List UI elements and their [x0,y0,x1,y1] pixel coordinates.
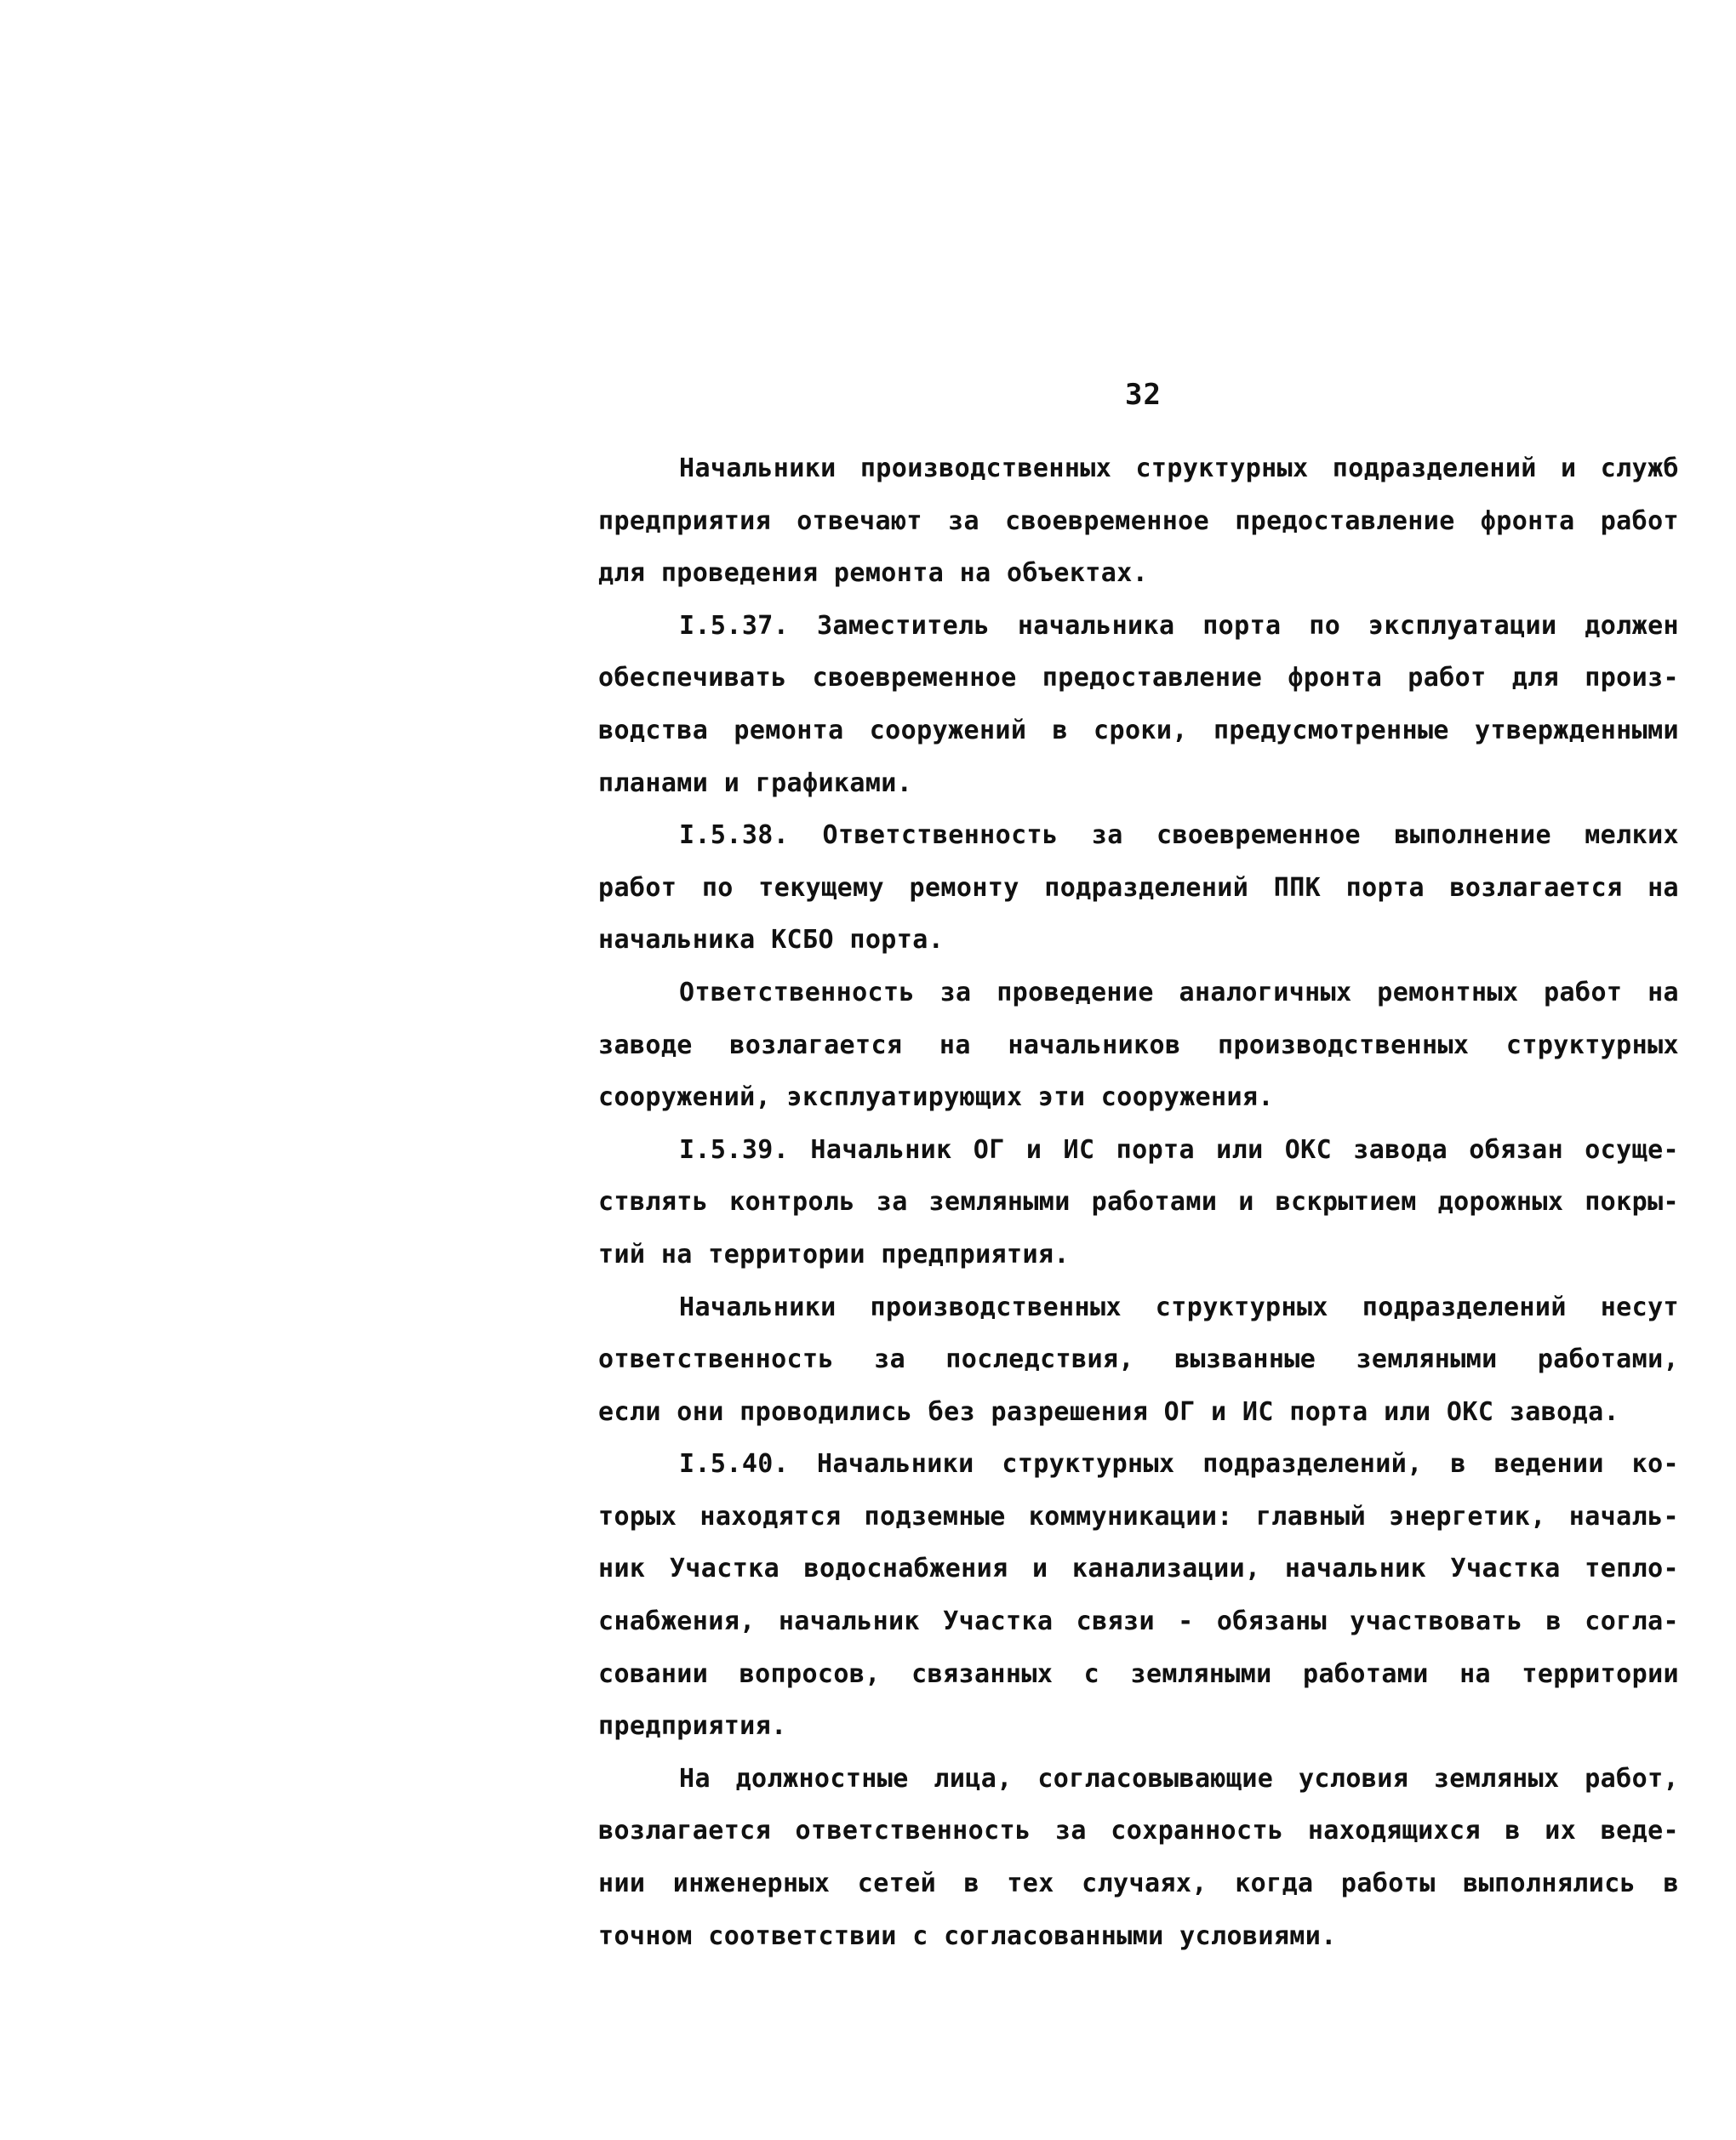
text-line: точном соответствии с согласованными условиями. [598,1920,1337,1951]
text-line: ник Участка водоснабжения и канализации, начальник Участка тепло- [598,1554,1679,1584]
text-line: торых находятся подземные коммуникации: главный энергетик, началь- [598,1501,1679,1532]
text-line: для проведения ремонта на объектах. [598,558,1149,589]
text-line: заводе возлагается на начальников производственных структурных [598,1030,1679,1060]
text-line: совании вопросов, связанных с земляными работами на территории [598,1658,1679,1689]
text-line: I.5.37. Заместитель начальника порта по эксплуатации должен [679,610,1679,641]
text-line: планами и графиками. [598,768,913,798]
text-line: ответственность за последствия, вызванные земляными работами, [598,1344,1679,1375]
text-line: сооружений, эксплуатирующих эти сооружения. [598,1082,1274,1113]
text-line: ствлять контроль за земляными работами и вскрытием дорожных покры- [598,1187,1679,1218]
text-line: работ по текущему ремонту подразделений ППК порта возлагается на [598,872,1679,903]
text-line: возлагается ответственность за сохранность находящихся в их веде- [598,1816,1679,1846]
text-line: I.5.40. Начальники структурных подразделений, в ведении ко- [679,1449,1679,1480]
text-line: обеспечивать своевременное предоставление фронта работ для произ- [598,663,1679,693]
page-number: 32 [1125,378,1162,412]
text-line: Начальники производственных структурных подразделений и служб [679,454,1679,483]
text-line: Ответственность за проведение аналогичных ремонтных работ на [679,977,1679,1007]
text-line: начальника КСБО порта. [598,925,945,956]
text-line: нии инженерных сетей в тех случаях, когда работы выполнялись в [598,1869,1679,1899]
text-line: I.5.38. Ответственность за своевременное выполнение мелких [679,820,1679,851]
text-line: На должностные лица, согласовывающие условия земляных работ, [679,1763,1679,1794]
text-line: Начальники производственных структурных подразделений несут [679,1292,1679,1322]
text-line: снабжения, начальник Участка связи - обязаны участвовать в согла- [598,1606,1679,1637]
text-line: предприятия. [598,1711,787,1742]
text-line: тий на территории предприятия. [598,1239,1070,1270]
text-line: I.5.39. Начальник ОГ и ИС порта или ОКС завода обязан осуще- [679,1134,1679,1165]
text-line: если они проводились без разрешения ОГ и ИС порта или ОКС завода. [598,1396,1619,1427]
text-line: предприятия отвечают за своевременное предоставление фронта работ [598,505,1679,536]
text-line: водства ремонта сооружений в сроки, предусмотренные утвержденными [598,715,1679,745]
document-body [598,442,1679,1962]
